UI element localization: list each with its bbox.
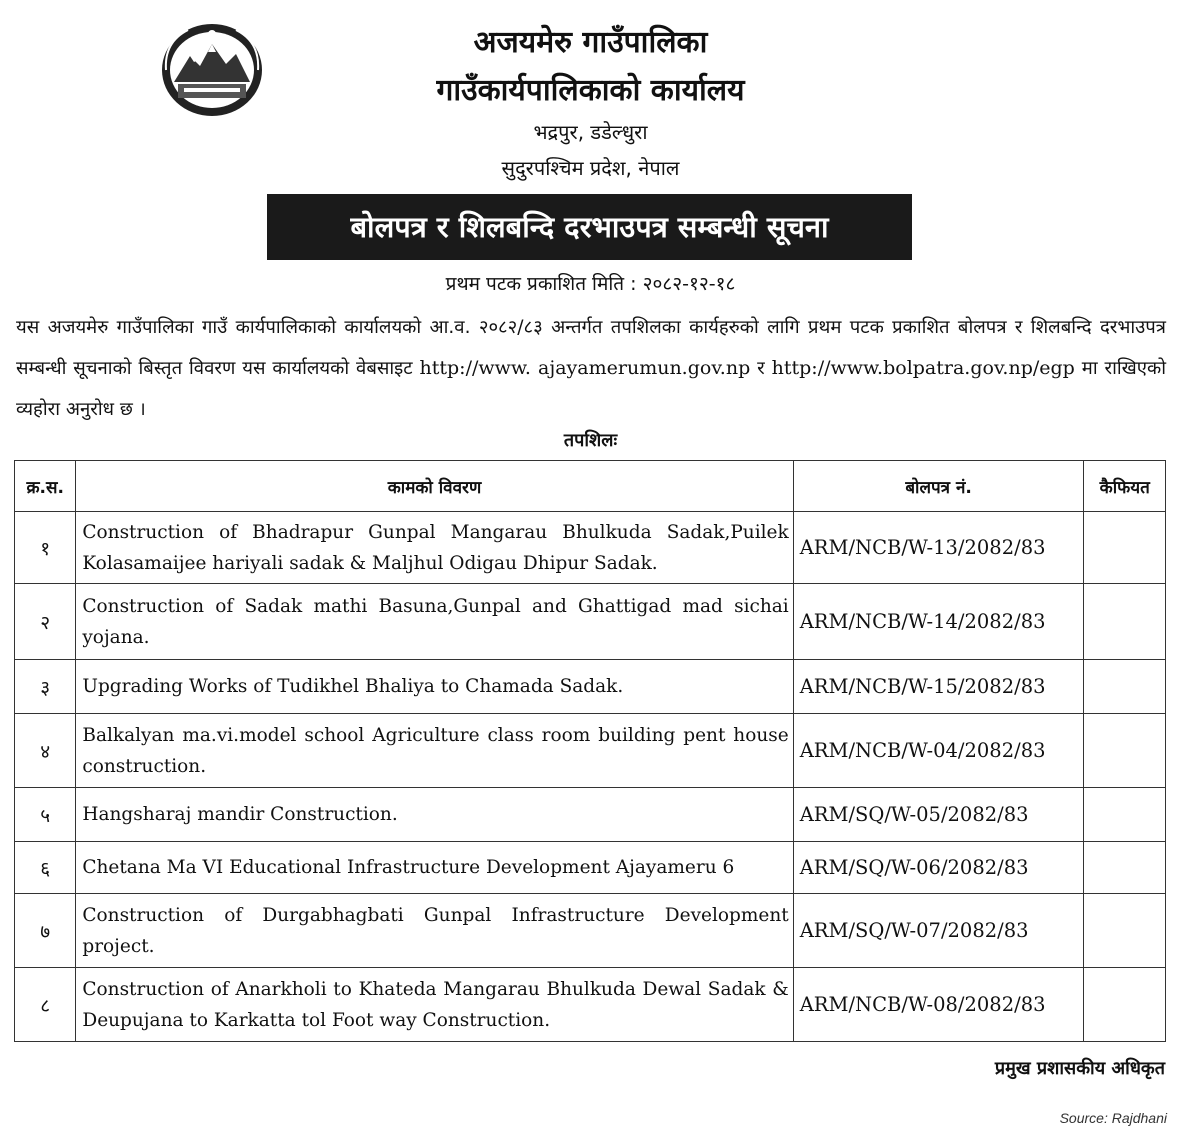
row-sn: ३ [15,660,76,714]
website-link-bolpatra[interactable]: http://www.bolpatra.gov.np/egp [771,357,1075,379]
table-row [15,968,1166,1042]
signature-title: प्रमुख प्रशासकीय अधिकृत [994,1058,1165,1079]
table-row [15,714,1166,788]
body-text-part1: यस अजयमेरु गाउँपालिका गाउँ कार्यपालिकाको कार्यालयको आ.व. २०८२/८३ अन्तर्गत तपशिलका कार्यहरुको लागि प्रथम पटक प्रकाशित बोलपत्र र शिलबन्दि दरभाउपत्र सम्बन्धी सूचनाको बिस्तृत विवरण यस कार्यालयको वेबसाइट [16,317,1166,379]
header-bid-no: बोलपत्र नं. [793,461,1084,512]
row-sn: ७ [15,894,76,968]
row-remarks [1084,714,1166,788]
row-remarks [1084,894,1166,968]
source-credit: Source: Rajdhani [1059,1110,1167,1126]
row-remarks [1084,584,1166,660]
row-sn: १ [15,512,76,584]
row-description: Construction of Bhadrapur Gunpal Mangarau Bhulkuda Sadak,Puilek Kolasamaijee hariyali sadak & Maljhul Odigau Dhipur Sadak. [76,512,793,584]
table-row [15,788,1166,842]
row-remarks [1084,512,1166,584]
notice-title-banner: बोलपत्र र शिलबन्दि दरभाउपत्र सम्बन्धी सूचना [267,194,912,260]
row-sn: ६ [15,842,76,894]
header-description: कामको विवरण [76,461,793,512]
address-line-2: सुदुरपश्चिम प्रदेश, नेपाल [501,156,680,180]
row-description: Construction of Anarkholi to Khateda Mangarau Bhulkuda Dewal Sadak & Deupujana to Karkatta tol Foot way Construction. [76,968,793,1042]
header-remarks: कैफियत [1084,461,1166,512]
header-sn: क्र.स. [15,461,76,512]
row-sn: ५ [15,788,76,842]
row-sn: २ [15,584,76,660]
row-description: Chetana Ma VI Educational Infrastructure Development Ajayameru 6 [76,842,793,894]
row-remarks [1084,842,1166,894]
row-bid-no: ARM/NCB/W-15/2082/83 [793,660,1084,714]
row-remarks [1084,968,1166,1042]
works-table [14,460,1166,1042]
row-bid-no: ARM/NCB/W-04/2082/83 [793,714,1084,788]
row-description: Construction of Durgabhagbati Gunpal Infrastructure Development project. [76,894,793,968]
notice-body [16,307,1166,430]
body-text-part2: र [757,358,765,379]
row-bid-no: ARM/NCB/W-14/2082/83 [793,584,1084,660]
table-row [15,512,1166,584]
table-row [15,584,1166,660]
row-bid-no: ARM/NCB/W-08/2082/83 [793,968,1084,1042]
office-name: गाउँकार्यपालिकाको कार्यालय [436,73,745,108]
row-description: Construction of Sadak mathi Basuna,Gunpal and Ghattigad mad sichai yojana. [76,584,793,660]
row-description: Balkalyan ma.vi.model school Agriculture class room building pent house construction. [76,714,793,788]
row-bid-no: ARM/SQ/W-07/2082/83 [793,894,1084,968]
table-row [15,842,1166,894]
row-remarks [1084,660,1166,714]
publication-date: प्रथम पटक प्रकाशित मिति : २०८२-१२-१८ [445,273,736,295]
row-bid-no: ARM/SQ/W-05/2082/83 [793,788,1084,842]
body-text-part3: मा राखिएको व्यहोरा अनुरोध छ । [16,358,1167,420]
website-link-municipality[interactable]: http://www. ajayamerumun.gov.np [419,357,751,379]
row-bid-no: ARM/SQ/W-06/2082/83 [793,842,1084,894]
row-sn: ४ [15,714,76,788]
row-remarks [1084,788,1166,842]
row-description: Upgrading Works of Tudikhel Bhaliya to Chamada Sadak. [76,660,793,714]
table-row [15,894,1166,968]
row-description: Hangsharaj mandir Construction. [76,788,793,842]
address-line-1: भद्रपुर, डडेल्धुरा [533,120,648,144]
row-bid-no: ARM/NCB/W-13/2082/83 [793,512,1084,584]
row-sn: ८ [15,968,76,1042]
schedule-label: तपशिलः [563,430,618,451]
municipality-name: अजयमेरु गाउँपालिका [473,25,708,60]
table-header-row [15,461,1166,512]
table-row [15,660,1166,714]
